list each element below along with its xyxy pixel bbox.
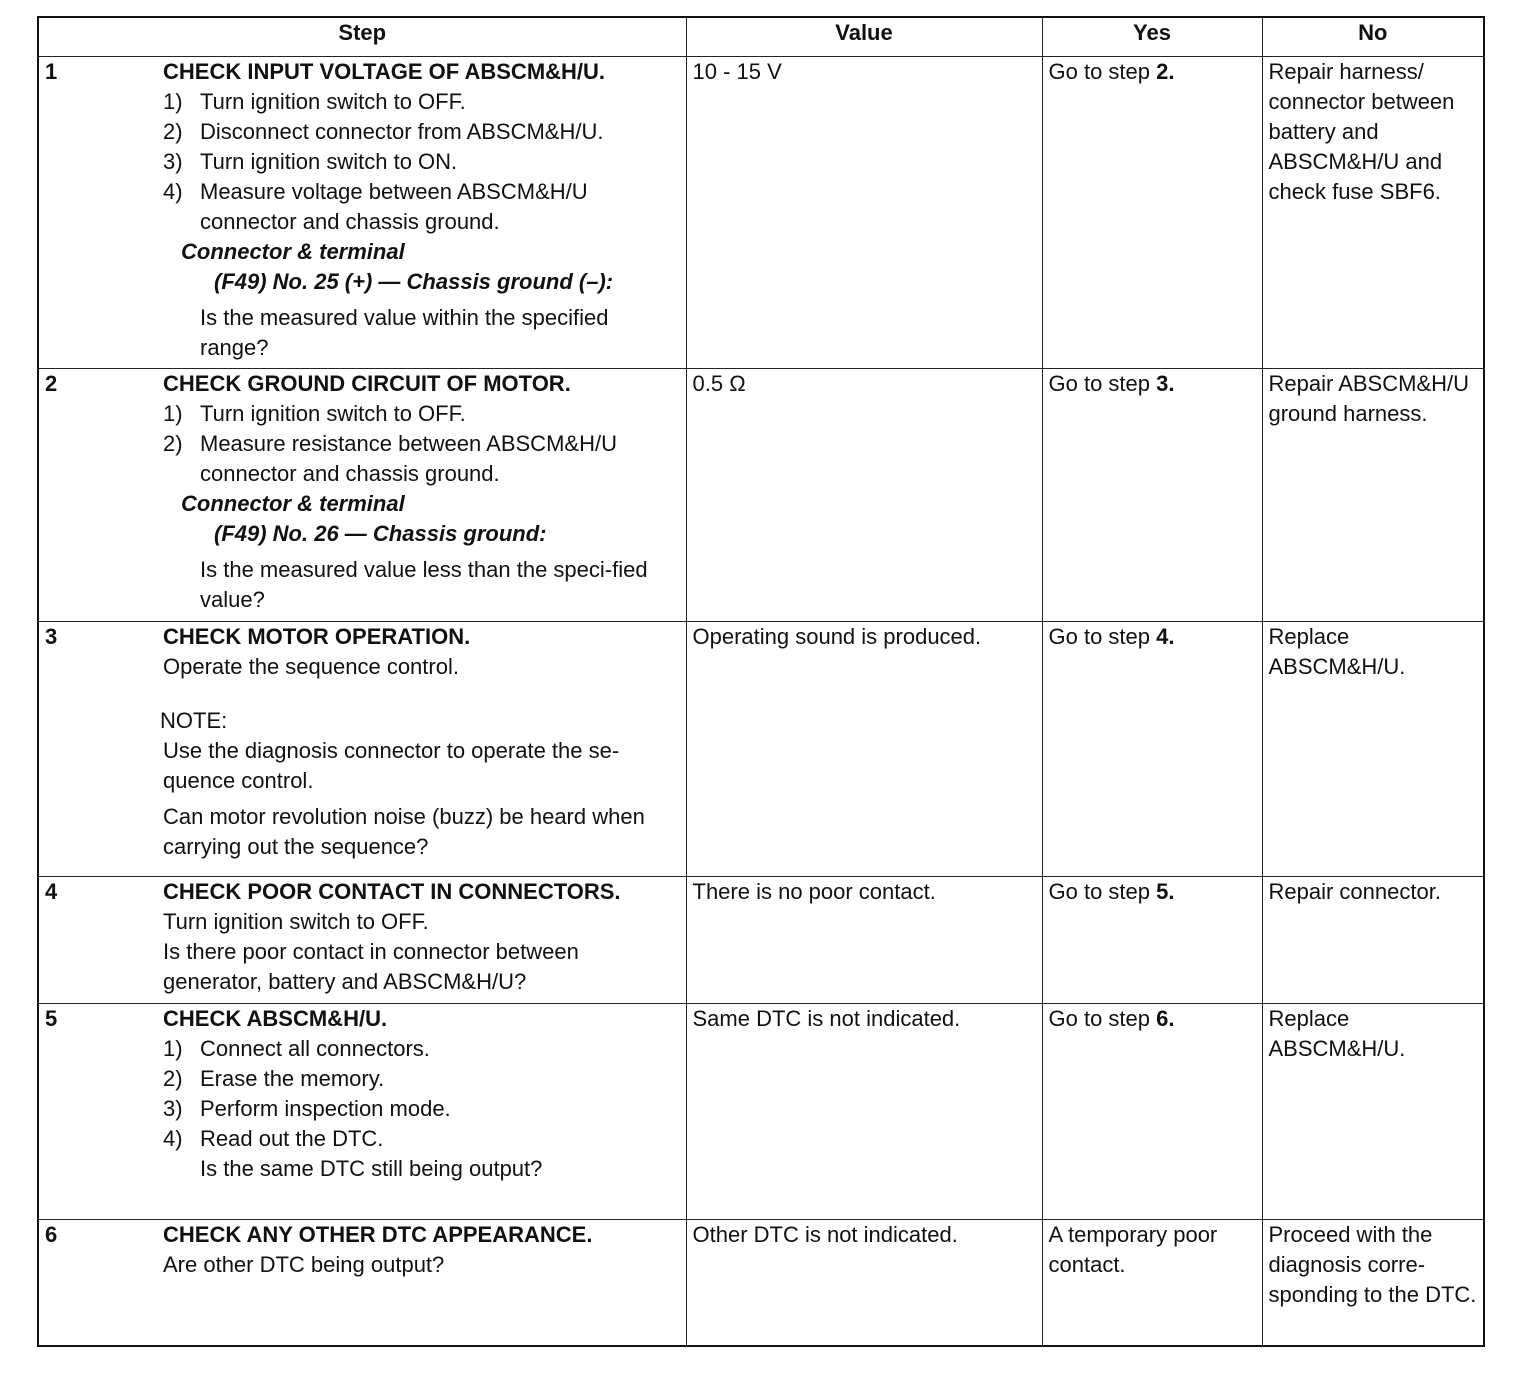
connector-heading: Connector & terminal [181, 239, 405, 264]
step-title: CHECK INPUT VOLTAGE OF ABSCM&H/U. [163, 59, 606, 84]
no-cell: Proceed with the diagnosis corre-sponding to the DTC. [1262, 1220, 1484, 1347]
step-number: 3 [45, 624, 58, 649]
value-cell: Other DTC is not indicated. [686, 1220, 1042, 1347]
yes-cell: Go to step 3. [1042, 369, 1262, 622]
sub-step: 3) Turn ignition switch to ON. [163, 149, 458, 174]
step-number: 6 [45, 1222, 58, 1247]
no-cell: Repair ABSCM&H/U ground harness. [1262, 369, 1484, 622]
yes-cell: Go to step 6. [1042, 1004, 1262, 1220]
note-label: NOTE: [160, 708, 228, 733]
table-row [38, 877, 1484, 1004]
connector-heading: Connector & terminal [181, 491, 405, 516]
step-title: CHECK POOR CONTACT IN CONNECTORS. [163, 879, 621, 904]
step-question: Are other DTC being output? [163, 1252, 445, 1277]
no-cell: Repair connector. [1262, 877, 1484, 1004]
step-question: Is there poor contact in connector between generator, battery and ABSCM&H/U? [163, 939, 579, 994]
header-step: Step [38, 17, 686, 57]
yes-cell: Go to step 2. [1042, 57, 1262, 369]
sub-step: 1) Connect all connectors. [163, 1036, 430, 1061]
header-yes: Yes [1042, 17, 1262, 57]
sub-step: 4) Read out the DTC. [163, 1126, 384, 1151]
connector-spec: (F49) No. 25 (+) — Chassis ground (–): [214, 269, 614, 294]
step-question: Is the same DTC still being output? [200, 1156, 543, 1181]
sub-step: 2) Disconnect connector from ABSCM&H/U. [163, 119, 604, 144]
step-title: CHECK GROUND CIRCUIT OF MOTOR. [163, 371, 571, 396]
step-number: 5 [45, 1006, 58, 1031]
sub-step: 2) Erase the memory. [163, 1066, 385, 1091]
step-question: Is the measured value less than the speci-fied value? [200, 557, 648, 612]
step-number: 2 [45, 371, 58, 396]
step-cell [38, 1004, 686, 1220]
table-row [38, 1004, 1484, 1220]
diagnostic-table [37, 16, 1485, 1347]
table-row [38, 1220, 1484, 1347]
sub-step: 1) Turn ignition switch to OFF. [163, 401, 466, 426]
yes-cell: Go to step 5. [1042, 877, 1262, 1004]
step-question: Is the measured value within the specified range? [200, 305, 609, 360]
step-title: CHECK ABSCM&H/U. [163, 1006, 388, 1031]
table-row [38, 369, 1484, 622]
step-number: 4 [45, 879, 58, 904]
step-cell [38, 1220, 686, 1347]
table-row [38, 622, 1484, 877]
connector-spec: (F49) No. 26 — Chassis ground: [214, 521, 547, 546]
step-text: Operate the sequence control. [163, 654, 459, 679]
header-row [38, 17, 1484, 57]
no-cell: Repair harness/ connector between battery and ABSCM&H/U and check fuse SBF6. [1262, 57, 1484, 369]
sub-step: 2) Measure resistance between ABSCM&H/U connector and chassis ground. [163, 431, 617, 486]
header-no: No [1262, 17, 1484, 57]
step-number: 1 [45, 59, 58, 84]
step-title: CHECK ANY OTHER DTC APPEARANCE. [163, 1222, 593, 1247]
step-cell [38, 369, 686, 622]
table-row [38, 57, 1484, 369]
value-cell: 0.5 Ω [686, 369, 1042, 622]
no-cell: Replace ABSCM&H/U. [1262, 1004, 1484, 1220]
step-cell [38, 57, 686, 369]
step-cell [38, 622, 686, 877]
value-cell: Operating sound is produced. [686, 622, 1042, 877]
no-cell: Replace ABSCM&H/U. [1262, 622, 1484, 877]
step-text: Turn ignition switch to OFF. [163, 909, 429, 934]
header-value: Value [686, 17, 1042, 57]
note-text: Use the diagnosis connector to operate the se-quence control. [163, 738, 620, 793]
step-cell [38, 877, 686, 1004]
sub-step: 3) Perform inspection mode. [163, 1096, 451, 1121]
value-cell: 10 - 15 V [686, 57, 1042, 369]
sub-step: 1) Turn ignition switch to OFF. [163, 89, 466, 114]
yes-cell: Go to step 4. [1042, 622, 1262, 877]
value-cell: There is no poor contact. [686, 877, 1042, 1004]
value-cell: Same DTC is not indicated. [686, 1004, 1042, 1220]
yes-cell: A temporary poor contact. [1042, 1220, 1262, 1347]
step-title: CHECK MOTOR OPERATION. [163, 624, 471, 649]
step-question: Can motor revolution noise (buzz) be heard when carrying out the sequence? [163, 804, 645, 859]
sub-step: 4) Measure voltage between ABSCM&H/U connector and chassis ground. [163, 179, 588, 234]
